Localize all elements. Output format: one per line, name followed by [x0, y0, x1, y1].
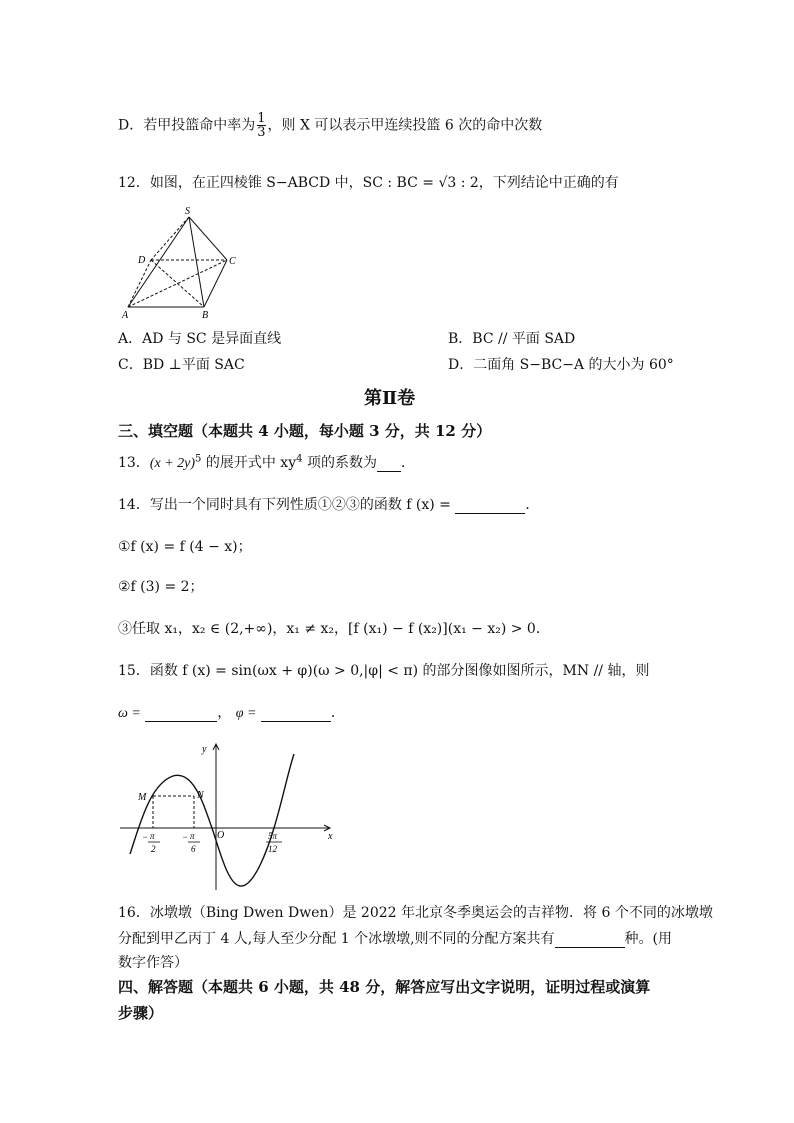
- pyramid-figure: [118, 204, 248, 320]
- point-m-label: M: [138, 792, 147, 803]
- q14-stem: 14．写出一个同时具有下列性质①②③的函数 f (x) = ．: [118, 497, 540, 513]
- q14-property-2: ②f (3) = 2；: [118, 579, 204, 595]
- label-s: S: [185, 206, 190, 217]
- tick-pi-2-den: 2: [151, 844, 156, 854]
- axis-y-label: y: [202, 744, 207, 755]
- option-d-after: ，则 X 可以表示甲连续投篮 6 次的命中次数: [267, 117, 543, 134]
- point-n-label: N: [197, 790, 204, 801]
- q14-property-1: ①f (x) = f (4 − x)；: [118, 539, 252, 555]
- label-b: B: [202, 310, 209, 320]
- axis-x-label: x: [328, 831, 333, 842]
- q12-option-a: A．AD 与 SC 是异面直线: [118, 331, 282, 347]
- q16-answer-blank[interactable]: [555, 931, 625, 948]
- sine-curve: [130, 754, 294, 886]
- q15-answers: ω = ， φ = ．: [118, 705, 345, 721]
- tick-pi-2-num: π: [150, 831, 155, 841]
- q13-answer-blank[interactable]: [377, 455, 401, 472]
- section-iii-heading: 三、填空题（本题共 4 小题，每小题 3 分，共 12 分）: [118, 422, 492, 440]
- q15-stem: 15．函数 f (x) = sin(ωx + φ)(ω > 0,|φ| < π) 的部分图像如图所示，MN // 轴，则: [118, 663, 650, 679]
- q15-omega-blank[interactable]: [145, 705, 217, 722]
- tick-pi-6-num: π: [190, 831, 195, 841]
- q13: 13．$(x + 2y)^5$ 的展开式中 $xy^4$ 项的系数为 ．: [118, 453, 415, 471]
- fraction-one-third: $\frac{1}{3}$: [257, 111, 266, 140]
- section-iv-heading-line2: 步骤）: [118, 1004, 164, 1022]
- q14-answer-blank[interactable]: [455, 497, 525, 514]
- q12-option-b: B．BC // 平面 SAD: [448, 331, 576, 347]
- q16-line2: 分配到甲乙丙丁 4 人,每人至少分配 1 个冰墩墩,则不同的分配方案共有 种。(用: [118, 931, 672, 947]
- section-iv-heading-line1: 四、解答题（本题共 6 小题，共 48 分，解答应写出文字说明，证明过程或演算: [118, 978, 651, 996]
- tick-5pi-12-num: 5π: [268, 831, 278, 841]
- q14-property-3: ③任取 x₁，x₂ ∈ (2,+∞)，x₁ ≠ x₂，[f (x₁) − f (x₂)](x₁ − x₂) > 0．: [118, 621, 550, 637]
- q12-stem: 12．如图，在正四棱锥 S−ABCD 中，SC : BC = √3 : 2，下列结论中正确的有: [118, 175, 619, 191]
- tick-pi-6-den: 6: [191, 844, 196, 854]
- tick-5pi-12-den: 12: [268, 844, 277, 854]
- svg-text:−: −: [182, 832, 189, 842]
- q12-option-c: C．BD ⊥平面 SAC: [118, 357, 245, 373]
- q16-line3: 数字作答）: [118, 955, 188, 971]
- sine-graph: [116, 736, 340, 896]
- origin-label: O: [217, 830, 225, 841]
- label-c: C: [229, 256, 236, 267]
- prev-option-d: [118, 112, 542, 139]
- label-d: D: [138, 255, 146, 266]
- q12-option-d: D．二面角 S−BC−A 的大小为 60°: [448, 357, 674, 373]
- q15-phi-blank[interactable]: [261, 705, 331, 722]
- section-ii-title: 第Ⅱ卷: [364, 388, 416, 409]
- option-d-before: D．若甲投篮命中率为: [118, 117, 256, 134]
- label-a: A: [122, 310, 129, 320]
- svg-text:−: −: [142, 832, 149, 842]
- q13-expression: (x + 2y): [149, 456, 196, 471]
- q16-line1: 16．冰墩墩（Bing Dwen Dwen）是 2022 年北京冬季奥运会的吉祥物．将 6 个不同的冰墩墩: [118, 905, 713, 921]
